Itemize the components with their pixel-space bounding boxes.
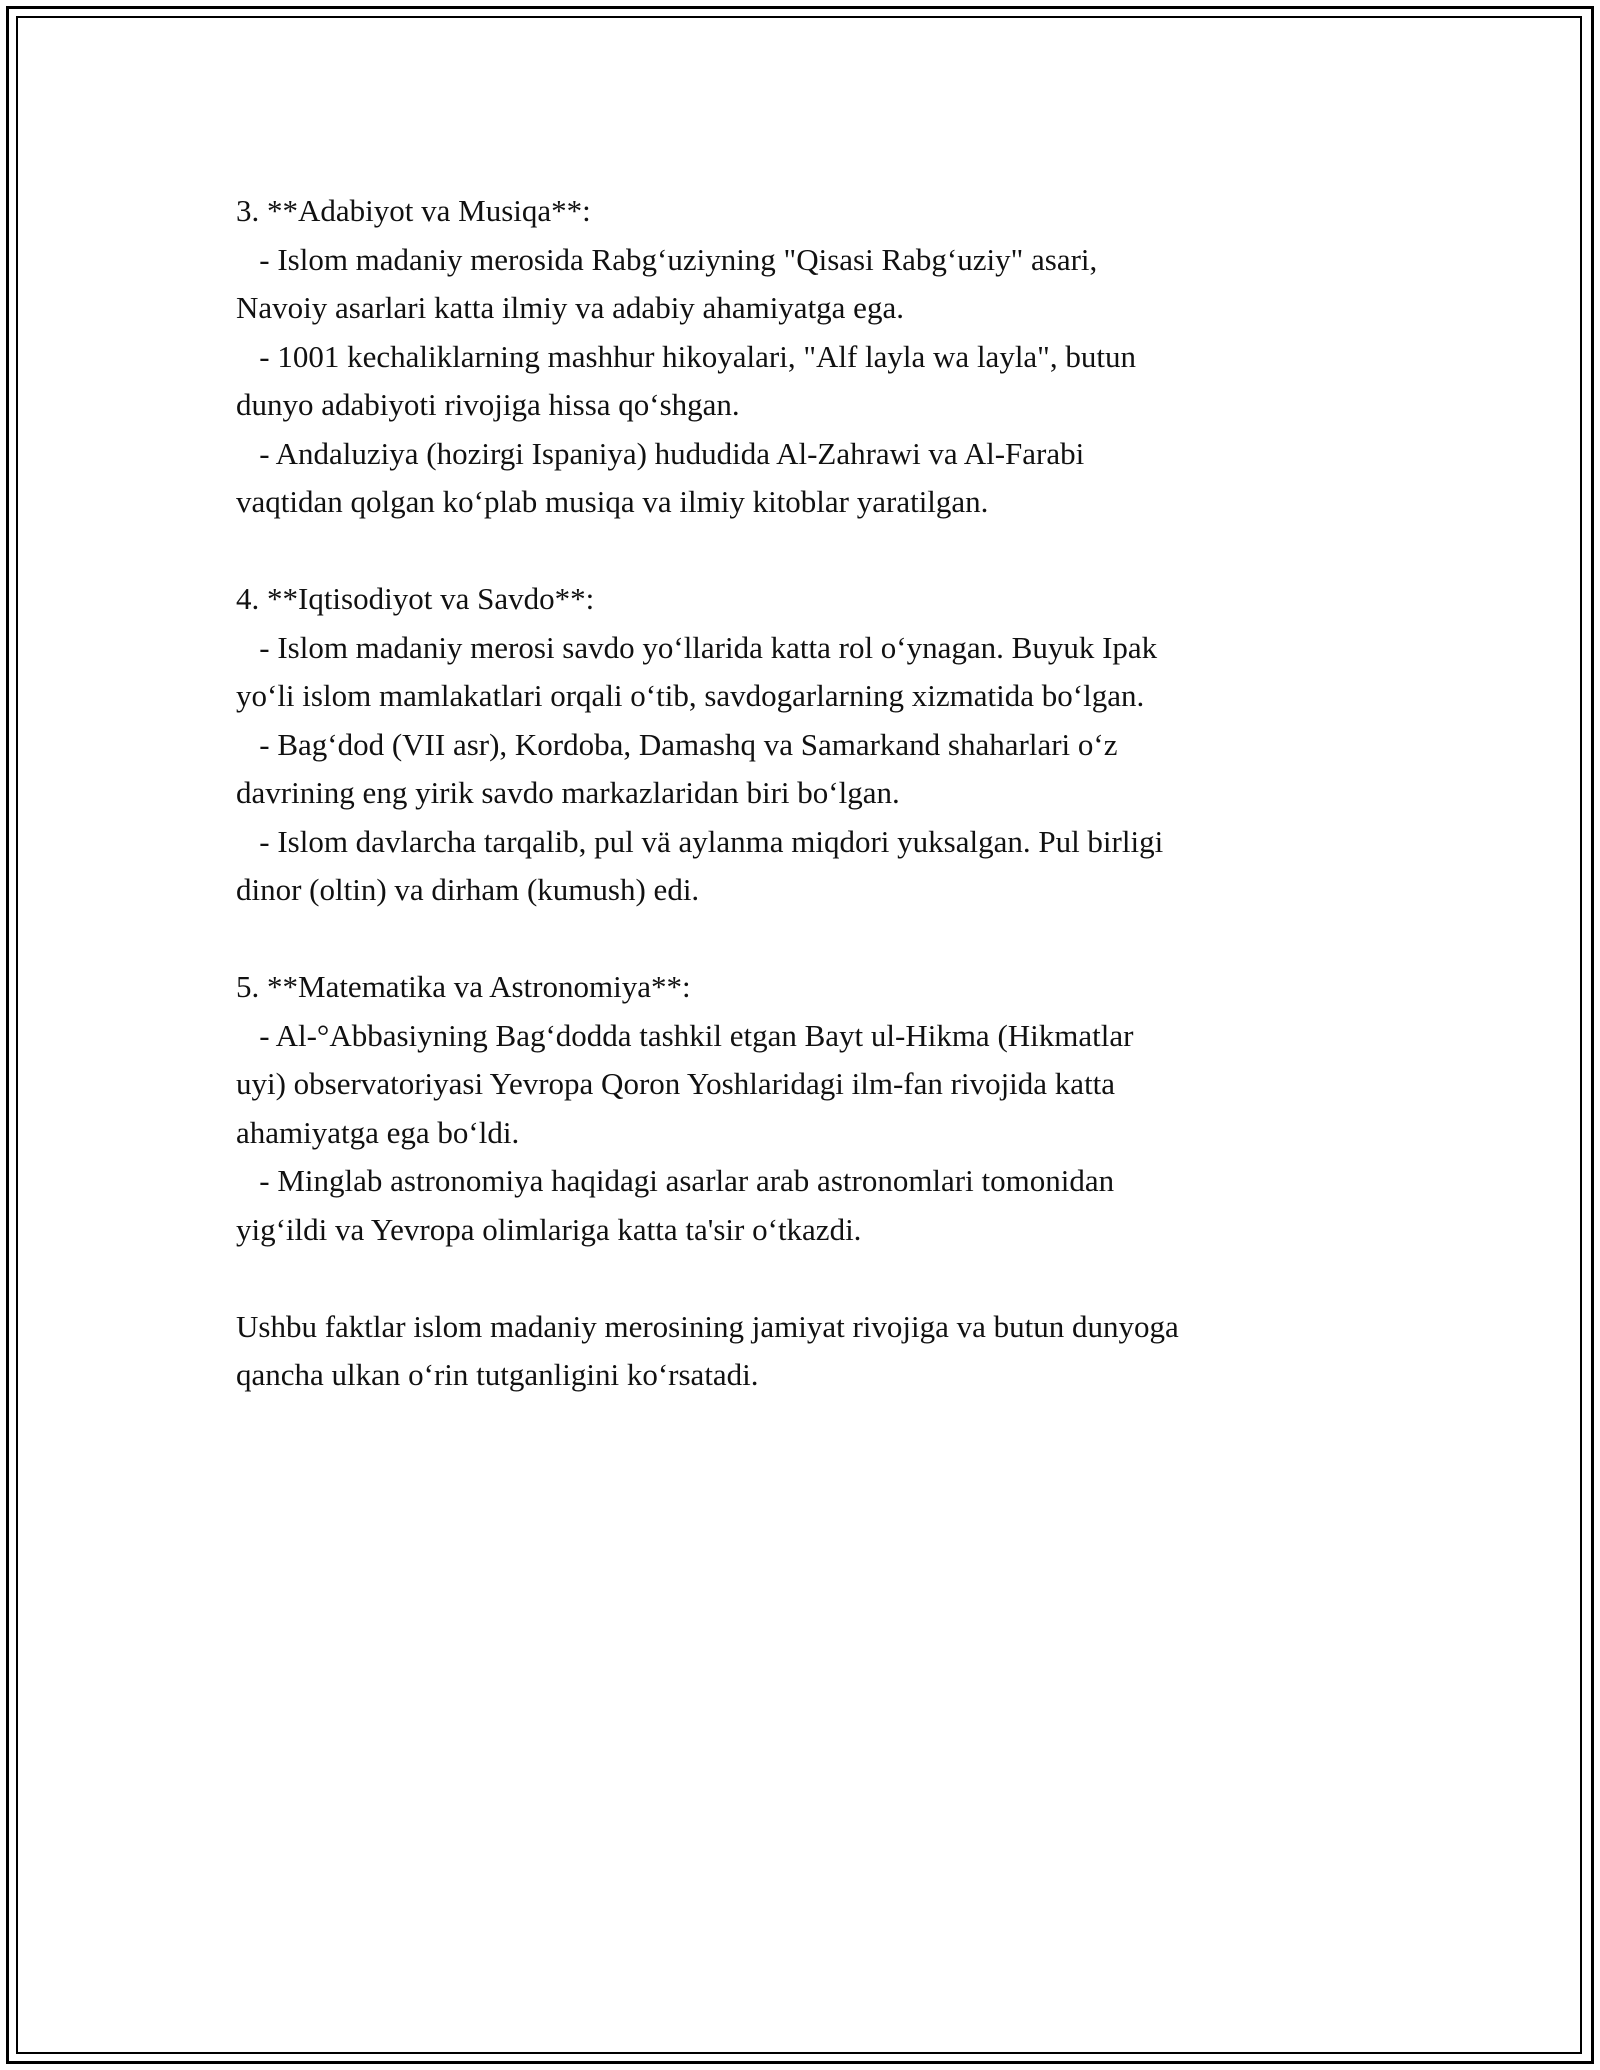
section-heading: 3. **Adabiyot va Musiqa**: (236, 193, 591, 228)
paragraph-gap (236, 1254, 1396, 1303)
conclusion-line: Ushbu faktlar islom madaniy merosining jamiyat rivojiga va butun dunyoga (236, 1308, 1179, 1344)
conclusion-line: qancha ulkan o‘rin tutganligini ko‘rsatadi. (236, 1357, 759, 1392)
section-line: - Islom madaniy merosi savdo yo‘llarida katta rol o‘ynagan. Buyuk Ipak (236, 629, 1158, 665)
section-line: vaqtidan qolgan ko‘plab musiqa va ilmiy kitoblar yaratilgan. (236, 484, 989, 519)
section-line: - Islom madaniy merosida Rabg‘uziyning "Qisasi Rabg‘uziy" asari, (236, 241, 1098, 277)
section-line: davrining eng yirik savdo markazlaridan biri bo‘lgan. (236, 775, 900, 810)
section-line: - Bag‘dod (VII asr), Kordoba, Damashq va Samarkand shaharlari o‘z (236, 726, 1118, 762)
section-line: yo‘li islom mamlakatlari orqali o‘tib, savdogarlarning xizmatida bo‘lgan. (236, 678, 1145, 713)
section-line: uyi) observatoriyasi Yevropa Qoron Yoshlaridagi ilm-fan rivojida katta (236, 1066, 1116, 1101)
section-line: - 1001 kechaliklarning mashhur hikoyalari, "Alf layla wa layla", butun (236, 338, 1136, 374)
conclusion-paragraph (236, 1303, 1396, 1400)
section-heading: 4. **Iqtisodiyot va Savdo**: (236, 581, 595, 616)
section-line: Navoiy asarlari katta ilmiy va adabiy ahamiyatga ega. (236, 290, 904, 325)
section-line: - Al-°Abbasiyning Bag‘dodda tashkil etgan Bayt ul-Hikma (Hikmatlar (236, 1017, 1134, 1053)
section-line: - Minglab astronomiya haqidagi asarlar arab astronomlari tomonidan (236, 1163, 1115, 1198)
section-iqtisodiyot-savdo (236, 575, 1396, 915)
section-line: dinor (oltin) va dirham (kumush) edi. (236, 872, 700, 907)
section-line: ahamiyatga ega bo‘ldi. (236, 1114, 520, 1150)
section-adabiyot-musiqa (236, 187, 1396, 527)
section-line: - Islom davlarcha tarqalib, pul vä aylanma miqdori yuksalgan. Pul birligi (236, 823, 1164, 859)
section-heading: 5. **Matematika va Astronomiya**: (236, 969, 691, 1004)
section-line: dunyo adabiyoti rivojiga hissa qo‘shgan. (236, 387, 740, 422)
section-line: - Andaluziya (hozirgi Ispaniya) hududida Al-Zahrawi va Al-Farabi (236, 435, 1085, 471)
paragraph-gap (236, 915, 1396, 964)
paragraph-gap (236, 527, 1396, 576)
document-body (236, 187, 1396, 1400)
section-line: yig‘ildi va Yevropa olimlariga katta ta'sir o‘tkazdi. (236, 1211, 862, 1247)
section-matematika-astronomiya (236, 963, 1396, 1254)
